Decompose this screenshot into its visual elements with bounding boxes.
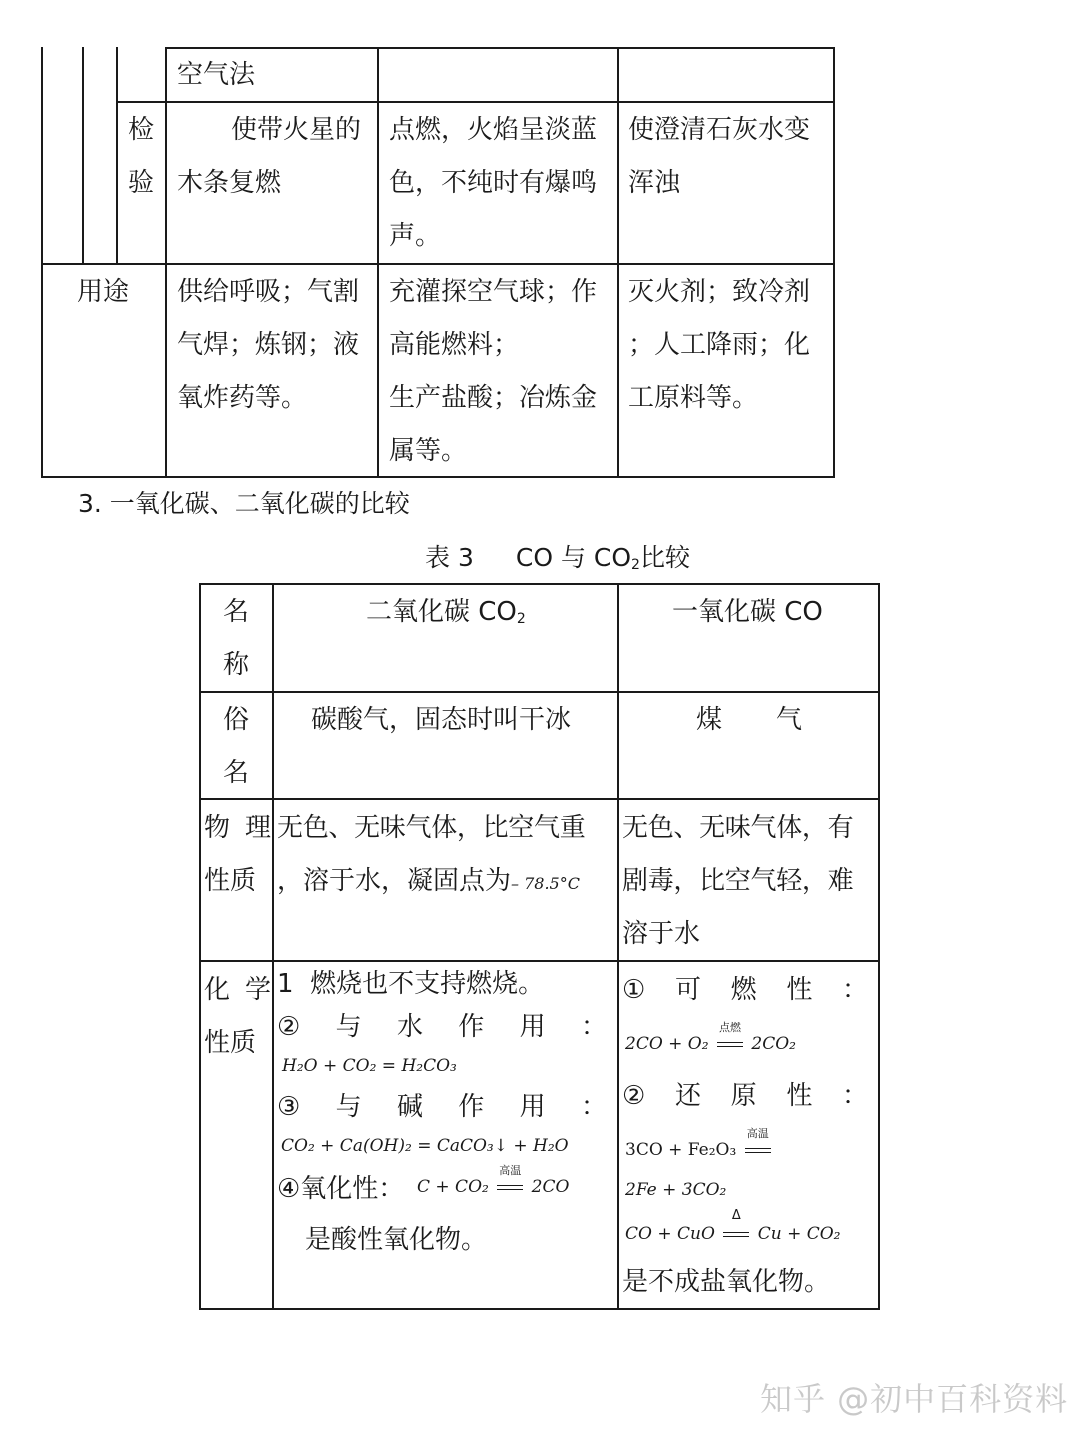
- products: Cu + CO₂: [757, 1224, 841, 1244]
- table-border: [617, 47, 619, 478]
- cell-physical-co: 溶于水: [622, 919, 701, 949]
- caption-prefix: 表 3: [425, 543, 474, 572]
- cell-common-name-co: 煤: [696, 705, 723, 735]
- co2-subscript: 2: [516, 611, 526, 627]
- word: 与: [335, 1012, 362, 1042]
- row-label-name: 名: [223, 597, 250, 627]
- word: 还: [674, 1081, 701, 1111]
- table-caption: [425, 538, 690, 585]
- word: 与: [335, 1092, 362, 1122]
- equation-co-reduction-fe-products: 2Fe + 3CO₂: [625, 1180, 727, 1200]
- cell-test-oxygen: 木条复燃: [177, 168, 282, 198]
- co2-title: 二氧化碳 CO: [366, 597, 517, 627]
- word: ：: [841, 975, 868, 1005]
- co-note: 是不成盐氧化物。: [622, 1267, 831, 1297]
- reaction-condition: [742, 1127, 774, 1160]
- cell-physical-co2: 无色、无味气体，比空气重: [277, 813, 586, 843]
- reactants: 3CO + Fe₂O₃: [625, 1140, 737, 1160]
- cell-use-oxygen: 供给呼吸；气割: [177, 277, 360, 307]
- cell-use-oxygen: 氧炸药等。: [177, 383, 308, 413]
- cell-physical-co: 剧毒，比空气轻，难: [622, 866, 854, 896]
- cell-physical-co: 无色、无味气体，有: [622, 813, 854, 843]
- co2-chem-item-1: 1 燃烧也不支持燃烧。: [277, 969, 545, 999]
- equation-co-reduction-cu: [625, 1208, 841, 1244]
- word: 用: [519, 1012, 546, 1042]
- row-label-name: 称: [223, 650, 250, 680]
- caption-subscript: 2: [631, 557, 640, 573]
- row-label-chemical: 学: [245, 975, 272, 1005]
- reaction-condition: [494, 1164, 526, 1197]
- caption-text-end: 比较: [639, 543, 690, 572]
- condition-label: 高温: [746, 1127, 769, 1140]
- item-number: ③: [277, 1092, 301, 1122]
- table-border: [199, 583, 880, 585]
- word: ：: [580, 1012, 607, 1042]
- column-header-co: 一氧化碳 CO: [672, 597, 823, 627]
- products: 2CO: [531, 1177, 570, 1197]
- item-number: ②: [277, 1012, 301, 1042]
- reactants: C + CO₂: [417, 1177, 489, 1197]
- oxidizing-label: ④氧化性：: [277, 1174, 405, 1204]
- co2-chem-item-2: [277, 1001, 607, 1054]
- cell-use-co2: 工原料等。: [628, 383, 759, 413]
- cell-common-name-co2: 碳酸气，固态时叫干冰: [311, 705, 572, 735]
- table-border: [165, 47, 835, 49]
- cell-use-hydrogen: 充灌探空气球；作: [389, 277, 598, 307]
- word: 作: [458, 1092, 485, 1122]
- reactants: 2CO + O₂: [625, 1034, 709, 1054]
- reactants: CO + CuO: [625, 1224, 715, 1244]
- equation-co2-water: H₂O + CO₂ = H₂CO₃: [282, 1056, 457, 1076]
- item-number: ①: [622, 975, 646, 1005]
- row-label-chemical: 化: [204, 975, 231, 1005]
- products: 2CO₂: [751, 1034, 796, 1054]
- word: 原: [730, 1081, 757, 1111]
- table-border: [82, 47, 84, 264]
- word: 用: [519, 1092, 546, 1122]
- table-border: [116, 47, 118, 264]
- row-label-common-name: 名: [223, 758, 250, 788]
- reaction-condition: [714, 1021, 746, 1054]
- table-border: [272, 583, 274, 1310]
- physical-co2-text: ，溶于水，凝固点为: [277, 866, 512, 896]
- co-chem-item-1: [622, 964, 868, 1017]
- cell-use-co2: 灭火剂；致冷剂: [628, 277, 811, 307]
- item-number: ②: [622, 1081, 646, 1111]
- cell-common-name-co: 气: [776, 705, 803, 735]
- cell-test-hydrogen: 点燃，火焰呈淡蓝: [389, 115, 598, 145]
- reaction-condition: [720, 1208, 752, 1244]
- table-border: [199, 583, 201, 1310]
- row-label-use: 用途: [77, 277, 130, 307]
- word: 水: [396, 1012, 423, 1042]
- cell-test-co2: 使澄清石灰水变: [628, 115, 811, 145]
- cell-use-oxygen: 气焊；炼钢；液: [177, 330, 360, 360]
- cell-method-tail: 空气法: [177, 60, 256, 90]
- cell-test-hydrogen: 声。: [389, 221, 442, 251]
- equation-co2-carbon: [417, 1164, 570, 1197]
- column-header-co2: [366, 586, 526, 646]
- cell-test-hydrogen: 色，不纯时有爆鸣: [389, 168, 598, 198]
- word: ：: [841, 1081, 868, 1111]
- cell-test-oxygen: 使带火星的: [231, 115, 362, 145]
- table-border: [617, 583, 619, 1310]
- equation-co2-base: CO₂ + Ca(OH)₂ = CaCO₃↓ + H₂O: [281, 1136, 569, 1156]
- cell-use-co2: ；人工降雨；化: [628, 330, 811, 360]
- row-label-test: 检: [128, 115, 155, 145]
- cell-test-co2: 浑浊: [628, 168, 681, 198]
- equation-co-reduction-fe: [625, 1127, 774, 1160]
- table-border: [41, 47, 43, 478]
- co2-chem-item-4: [277, 1163, 404, 1216]
- word: 作: [458, 1012, 485, 1042]
- word: 碱: [396, 1092, 423, 1122]
- table-border: [199, 798, 880, 800]
- caption-text: CO 与 CO: [515, 543, 632, 572]
- row-label-chemical: 性质: [204, 1028, 257, 1058]
- table-border: [833, 47, 835, 478]
- table-border: [377, 47, 379, 478]
- co2-chem-item-3: [277, 1081, 607, 1134]
- word: 可: [674, 975, 701, 1005]
- row-label-physical: 性质: [204, 866, 257, 896]
- co-chem-item-2: [622, 1070, 868, 1123]
- heat-symbol: Δ: [731, 1208, 741, 1223]
- table-border: [165, 47, 167, 478]
- row-label-physical: 理: [245, 813, 272, 843]
- row-label-physical: 物: [204, 813, 231, 843]
- watermark: 知乎 @初中百科资料: [760, 1380, 1069, 1418]
- word: 性: [786, 975, 813, 1005]
- word: ：: [580, 1092, 607, 1122]
- cell-physical-co2: [277, 855, 580, 910]
- table-border: [199, 691, 880, 693]
- table-border: [878, 583, 880, 1310]
- row-label-common-name: 俗: [223, 705, 250, 735]
- cell-use-hydrogen: 属等。: [389, 436, 468, 466]
- table-border: [41, 263, 835, 265]
- word: 性: [786, 1081, 813, 1111]
- row-label-test: 验: [128, 168, 155, 198]
- condition-label: 点燃: [718, 1021, 741, 1034]
- condition-label: 高温: [499, 1164, 522, 1177]
- cell-use-hydrogen: 生产盐酸；冶炼金: [389, 383, 598, 413]
- equation-co-combustion: [625, 1021, 796, 1054]
- cell-use-hydrogen: 高能燃料；: [389, 330, 520, 360]
- section-heading: 3. 一氧化碳、二氧化碳的比较: [78, 489, 410, 518]
- word: 燃: [730, 975, 757, 1005]
- co2-note: 是酸性氧化物。: [305, 1225, 488, 1255]
- freezing-point: – 78.5°C: [511, 874, 580, 893]
